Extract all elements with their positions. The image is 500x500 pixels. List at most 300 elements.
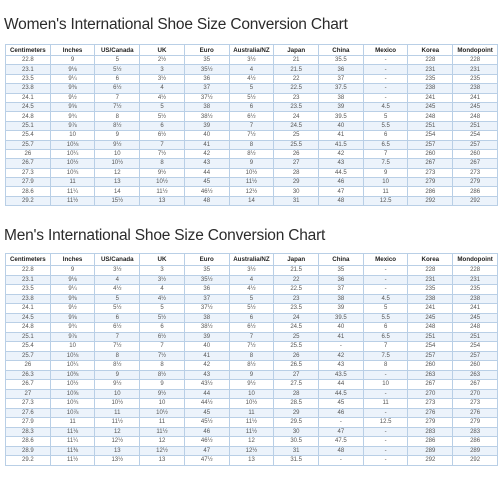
table-cell: 38 xyxy=(319,294,364,304)
table-cell: 263 xyxy=(408,370,453,380)
table-cell: 39 xyxy=(184,332,229,342)
column-header: China xyxy=(319,45,364,56)
table-cell: 12½ xyxy=(140,446,185,456)
table-cell: 10¼ xyxy=(50,149,95,158)
table-cell: 12 xyxy=(229,437,274,447)
table-cell: 9½ xyxy=(229,380,274,390)
table-cell: 22.5 xyxy=(274,285,319,295)
table-cell: 13 xyxy=(229,456,274,466)
table-cell: 43 xyxy=(184,370,229,380)
table-row xyxy=(6,361,498,371)
table-cell: 231 xyxy=(408,65,453,74)
table-cell: 2½ xyxy=(140,56,185,65)
table-cell: 13½ xyxy=(95,456,140,466)
table-cell: 267 xyxy=(408,380,453,390)
table-cell: 7½ xyxy=(95,102,140,111)
table-cell: 9 xyxy=(229,159,274,168)
table-row xyxy=(6,389,498,399)
table-cell: 44.5 xyxy=(319,389,364,399)
table-cell: 48 xyxy=(319,196,364,205)
table-cell: 10 xyxy=(363,380,408,390)
table-cell: 23.5 xyxy=(6,285,51,295)
table-cell: 36 xyxy=(319,65,364,74)
table-row xyxy=(6,84,498,93)
table-cell: 24.1 xyxy=(6,93,51,102)
table-cell: 47 xyxy=(184,446,229,456)
table-row xyxy=(6,65,498,74)
womens-chart-title: Women's International Shoe Size Conversion Chart xyxy=(4,16,348,33)
table-cell: 235 xyxy=(453,74,498,83)
table-cell: 286 xyxy=(453,437,498,447)
table-cell: 257 xyxy=(408,351,453,361)
table-row xyxy=(6,437,498,447)
table-cell: 10 xyxy=(95,389,140,399)
table-cell: 38½ xyxy=(184,112,229,121)
table-cell: 41 xyxy=(184,140,229,149)
table-row xyxy=(6,408,498,418)
table-cell: 231 xyxy=(453,65,498,74)
table-cell: 12.5 xyxy=(363,196,408,205)
table-cell: 40 xyxy=(319,121,364,130)
table-cell: 37½ xyxy=(184,93,229,102)
table-cell: 4½ xyxy=(229,285,274,295)
table-cell: 228 xyxy=(408,266,453,276)
table-row xyxy=(6,332,498,342)
table-header-row xyxy=(6,254,498,266)
table-cell: 37 xyxy=(184,84,229,93)
table-cell: 9¾ xyxy=(50,112,95,121)
table-cell: - xyxy=(363,389,408,399)
table-cell: - xyxy=(363,84,408,93)
table-cell: 47½ xyxy=(184,456,229,466)
table-cell: 8½ xyxy=(95,121,140,130)
table-cell: 279 xyxy=(408,178,453,187)
column-header: Euro xyxy=(184,254,229,266)
table-cell: 25.5 xyxy=(274,140,319,149)
table-cell: 24.1 xyxy=(6,304,51,314)
table-row xyxy=(6,313,498,323)
table-cell: 6.5 xyxy=(363,140,408,149)
table-cell: 29.5 xyxy=(274,418,319,428)
table-cell: 5 xyxy=(140,102,185,111)
table-cell: 292 xyxy=(453,456,498,466)
table-cell: 260 xyxy=(453,149,498,158)
table-cell: 245 xyxy=(408,102,453,111)
table-cell: 10½ xyxy=(229,168,274,177)
table-cell: 9 xyxy=(50,266,95,276)
table-cell: 7½ xyxy=(140,149,185,158)
table-cell: 28.6 xyxy=(6,437,51,447)
table-cell: - xyxy=(363,437,408,447)
table-cell: 27.6 xyxy=(6,408,51,418)
table-cell: 26 xyxy=(6,361,51,371)
table-cell: 8½ xyxy=(95,361,140,371)
table-cell: 26 xyxy=(274,351,319,361)
table-cell: 6½ xyxy=(229,323,274,333)
table-row xyxy=(6,102,498,111)
table-cell: 24.5 xyxy=(6,313,51,323)
table-cell: 35 xyxy=(319,266,364,276)
table-cell: 7 xyxy=(140,342,185,352)
table-cell: 6 xyxy=(229,102,274,111)
table-cell: 41 xyxy=(319,332,364,342)
table-cell: 28.3 xyxy=(6,427,51,437)
table-cell: 8½ xyxy=(229,149,274,158)
mens-size-table xyxy=(5,253,498,466)
table-cell: 26.7 xyxy=(6,380,51,390)
table-cell: 23.5 xyxy=(274,304,319,314)
column-header: China xyxy=(319,254,364,266)
table-cell: 254 xyxy=(453,131,498,140)
table-cell: 31.5 xyxy=(274,456,319,466)
table-cell: 4 xyxy=(140,84,185,93)
table-cell: 5 xyxy=(140,304,185,314)
table-cell: 21.5 xyxy=(274,65,319,74)
table-cell: 14 xyxy=(229,196,274,205)
table-cell: 279 xyxy=(453,418,498,428)
table-cell: 31 xyxy=(274,196,319,205)
table-cell: 43 xyxy=(319,361,364,371)
table-cell: 257 xyxy=(408,140,453,149)
table-cell: 9 xyxy=(140,380,185,390)
table-cell: 4½ xyxy=(229,74,274,83)
table-row xyxy=(6,456,498,466)
table-cell: 8 xyxy=(140,159,185,168)
table-cell: 42 xyxy=(319,149,364,158)
table-cell: 9⅛ xyxy=(50,275,95,285)
table-cell: 27.9 xyxy=(6,178,51,187)
table-row xyxy=(6,93,498,102)
table-cell: 6 xyxy=(363,131,408,140)
table-cell: 4½ xyxy=(140,93,185,102)
table-cell: 3½ xyxy=(229,56,274,65)
table-row xyxy=(6,351,498,361)
table-cell: 254 xyxy=(453,342,498,352)
table-cell: 25.1 xyxy=(6,332,51,342)
table-cell: 8½ xyxy=(229,361,274,371)
table-cell: 7 xyxy=(363,149,408,158)
table-cell: - xyxy=(363,408,408,418)
table-cell: 36 xyxy=(184,74,229,83)
table-cell: 8 xyxy=(95,351,140,361)
table-cell: 27 xyxy=(274,370,319,380)
table-cell: 12 xyxy=(95,168,140,177)
table-row xyxy=(6,446,498,456)
table-cell: 14 xyxy=(95,187,140,196)
column-header: Inches xyxy=(50,45,95,56)
table-cell: 254 xyxy=(408,131,453,140)
table-cell: 5 xyxy=(363,112,408,121)
table-cell: 11½ xyxy=(50,456,95,466)
column-header: Japan xyxy=(274,254,319,266)
table-cell: 4 xyxy=(95,275,140,285)
table-cell: 11 xyxy=(50,178,95,187)
table-cell: - xyxy=(363,93,408,102)
table-cell: 24.5 xyxy=(274,121,319,130)
table-cell: 25 xyxy=(274,332,319,342)
table-cell: 6 xyxy=(363,323,408,333)
table-cell: 270 xyxy=(408,389,453,399)
table-cell: 241 xyxy=(453,93,498,102)
column-header: Centimeters xyxy=(6,45,51,56)
table-cell: 35.5 xyxy=(319,56,364,65)
table-row xyxy=(6,294,498,304)
table-cell: 292 xyxy=(408,456,453,466)
table-cell: 10 xyxy=(50,131,95,140)
table-cell: 6½ xyxy=(229,112,274,121)
table-cell: - xyxy=(363,370,408,380)
table-cell: 45½ xyxy=(184,418,229,428)
table-cell: 9½ xyxy=(140,389,185,399)
table-cell: 35½ xyxy=(184,275,229,285)
table-cell: 11¼ xyxy=(50,187,95,196)
table-cell: 47.5 xyxy=(319,437,364,447)
table-cell: 267 xyxy=(453,159,498,168)
table-cell: 24 xyxy=(274,313,319,323)
table-cell: 27.9 xyxy=(6,418,51,428)
table-row xyxy=(6,159,498,168)
table-cell: 5 xyxy=(95,56,140,65)
table-cell: 45 xyxy=(184,408,229,418)
table-cell: 10 xyxy=(140,399,185,409)
table-cell: 6.5 xyxy=(363,332,408,342)
table-cell: 29 xyxy=(274,178,319,187)
table-cell: 6 xyxy=(229,313,274,323)
table-cell: 6 xyxy=(140,121,185,130)
table-cell: 35 xyxy=(184,56,229,65)
table-cell: 5 xyxy=(229,294,274,304)
table-cell: 30.5 xyxy=(274,437,319,447)
table-cell: 9½ xyxy=(140,168,185,177)
column-header: Euro xyxy=(184,45,229,56)
table-cell: 241 xyxy=(453,304,498,314)
column-header: Korea xyxy=(408,45,453,56)
table-cell: 22.8 xyxy=(6,56,51,65)
table-cell: 292 xyxy=(453,196,498,205)
table-row xyxy=(6,342,498,352)
table-cell: 286 xyxy=(408,187,453,196)
table-cell: 25.1 xyxy=(6,121,51,130)
table-cell: 28 xyxy=(274,168,319,177)
table-cell: 238 xyxy=(408,84,453,93)
table-cell: 25.7 xyxy=(6,351,51,361)
column-header: Australia/NZ xyxy=(229,254,274,266)
table-cell: 46 xyxy=(319,408,364,418)
table-cell: 286 xyxy=(453,187,498,196)
table-cell: 45 xyxy=(184,178,229,187)
table-cell: 13 xyxy=(95,446,140,456)
column-header: US/Canada xyxy=(95,254,140,266)
table-cell: 254 xyxy=(408,342,453,352)
table-cell: 46½ xyxy=(184,187,229,196)
table-cell: 24.8 xyxy=(6,112,51,121)
table-cell: 9 xyxy=(95,131,140,140)
table-cell: 5½ xyxy=(95,304,140,314)
table-cell: 9 xyxy=(95,370,140,380)
table-cell: 228 xyxy=(453,56,498,65)
table-cell: 5.5 xyxy=(363,313,408,323)
table-cell: - xyxy=(319,342,364,352)
table-cell: 245 xyxy=(453,102,498,111)
table-cell: 8 xyxy=(140,361,185,371)
table-cell: 3½ xyxy=(229,266,274,276)
table-cell: 235 xyxy=(453,285,498,295)
table-cell: 27 xyxy=(274,159,319,168)
table-cell: 9⅞ xyxy=(50,121,95,130)
table-cell: 10⅞ xyxy=(50,408,95,418)
table-cell: 13 xyxy=(140,196,185,205)
table-cell: 238 xyxy=(453,294,498,304)
table-cell: 3 xyxy=(140,266,185,276)
table-cell: 47 xyxy=(319,187,364,196)
table-cell: 6½ xyxy=(140,332,185,342)
table-cell: 23 xyxy=(274,93,319,102)
table-cell: 22.8 xyxy=(6,266,51,276)
table-cell: 10⅜ xyxy=(50,370,95,380)
table-row xyxy=(6,304,498,314)
table-cell: 36 xyxy=(184,285,229,295)
table-cell: 7.5 xyxy=(363,351,408,361)
table-cell: 8½ xyxy=(140,370,185,380)
table-cell: 24.5 xyxy=(6,102,51,111)
table-cell: 8 xyxy=(95,112,140,121)
table-cell: 4.5 xyxy=(363,294,408,304)
table-cell: 45 xyxy=(319,399,364,409)
table-cell: 24.5 xyxy=(274,323,319,333)
table-cell: 44½ xyxy=(184,399,229,409)
table-cell: 241 xyxy=(408,304,453,314)
table-cell: 6 xyxy=(140,323,185,333)
table-row xyxy=(6,112,498,121)
table-cell: 292 xyxy=(408,196,453,205)
table-cell: 9½ xyxy=(95,140,140,149)
table-cell: 38 xyxy=(184,313,229,323)
table-cell: 273 xyxy=(408,399,453,409)
table-cell: 260 xyxy=(453,361,498,371)
table-cell: - xyxy=(319,456,364,466)
column-header: Mondopoint xyxy=(453,45,498,56)
table-cell: 5½ xyxy=(140,112,185,121)
table-cell: 5.5 xyxy=(363,121,408,130)
table-cell: 22.5 xyxy=(274,84,319,93)
table-cell: 27 xyxy=(6,389,51,399)
table-cell: 11½ xyxy=(229,427,274,437)
table-cell: 23 xyxy=(274,294,319,304)
table-cell: 31 xyxy=(274,446,319,456)
table-cell: 13 xyxy=(95,178,140,187)
table-cell: 4 xyxy=(140,285,185,295)
table-cell: 25.7 xyxy=(6,140,51,149)
table-cell: 5½ xyxy=(229,304,274,314)
table-cell: 235 xyxy=(408,285,453,295)
table-cell: 27.3 xyxy=(6,168,51,177)
table-cell: 41 xyxy=(184,351,229,361)
table-cell: 228 xyxy=(408,56,453,65)
table-cell: 260 xyxy=(408,361,453,371)
table-cell: 4.5 xyxy=(363,102,408,111)
table-cell: - xyxy=(363,446,408,456)
table-cell: 5 xyxy=(363,304,408,314)
table-cell: - xyxy=(363,285,408,295)
table-cell: 40 xyxy=(319,323,364,333)
table-cell: 7½ xyxy=(95,342,140,352)
table-cell: 251 xyxy=(408,121,453,130)
table-cell: 273 xyxy=(408,168,453,177)
column-header: Inches xyxy=(50,254,95,266)
table-cell: 231 xyxy=(453,275,498,285)
table-cell: 276 xyxy=(453,408,498,418)
table-cell: 44 xyxy=(184,389,229,399)
table-cell: 248 xyxy=(453,323,498,333)
table-cell: 8 xyxy=(229,140,274,149)
mens-chart-title: Men's International Shoe Size Conversion Chart xyxy=(4,227,326,244)
table-cell: 23.8 xyxy=(6,294,51,304)
table-cell: 11 xyxy=(363,399,408,409)
table-cell: - xyxy=(363,65,408,74)
table-cell: 263 xyxy=(453,370,498,380)
table-cell: 10¾ xyxy=(50,399,95,409)
table-cell: 30 xyxy=(274,187,319,196)
table-cell: 39 xyxy=(319,304,364,314)
table-cell: 47 xyxy=(319,427,364,437)
table-cell: 35½ xyxy=(184,65,229,74)
table-cell: 289 xyxy=(408,446,453,456)
table-cell: 4½ xyxy=(95,285,140,295)
table-cell: 3½ xyxy=(140,74,185,83)
table-cell: 25.4 xyxy=(6,131,51,140)
table-cell: 11 xyxy=(363,187,408,196)
table-cell: 43 xyxy=(184,159,229,168)
table-row xyxy=(6,418,498,428)
table-cell: 251 xyxy=(453,121,498,130)
table-cell: 15½ xyxy=(95,196,140,205)
table-cell: 43 xyxy=(319,159,364,168)
table-cell: 248 xyxy=(408,112,453,121)
table-cell: 9 xyxy=(363,168,408,177)
table-cell: 228 xyxy=(453,266,498,276)
table-cell: 11 xyxy=(95,408,140,418)
table-cell: 26.3 xyxy=(6,370,51,380)
table-cell: 6½ xyxy=(95,323,140,333)
table-cell: 11 xyxy=(229,408,274,418)
table-cell: 5 xyxy=(229,84,274,93)
table-row xyxy=(6,140,498,149)
table-cell: 11½ xyxy=(229,178,274,187)
table-cell: 9⅜ xyxy=(50,294,95,304)
table-cell: 12½ xyxy=(229,187,274,196)
table-cell: 25.5 xyxy=(274,342,319,352)
table-cell: 41.5 xyxy=(319,140,364,149)
column-header: Centimeters xyxy=(6,254,51,266)
table-cell: 9¼ xyxy=(50,74,95,83)
table-cell: 11½ xyxy=(95,418,140,428)
table-cell: 9¾ xyxy=(50,323,95,333)
table-cell: 9⅜ xyxy=(50,84,95,93)
table-cell: 23.1 xyxy=(6,65,51,74)
table-cell: 38 xyxy=(184,102,229,111)
table-cell: 238 xyxy=(408,294,453,304)
table-cell: 12½ xyxy=(229,446,274,456)
table-row xyxy=(6,380,498,390)
table-cell: 38 xyxy=(319,93,364,102)
table-cell: 23.1 xyxy=(6,275,51,285)
table-cell: 7 xyxy=(229,332,274,342)
table-cell: 11½ xyxy=(229,418,274,428)
table-cell: 11⅛ xyxy=(50,427,95,437)
table-cell: 12.5 xyxy=(363,418,408,428)
table-cell: 251 xyxy=(453,332,498,342)
table-cell: 46½ xyxy=(184,437,229,447)
